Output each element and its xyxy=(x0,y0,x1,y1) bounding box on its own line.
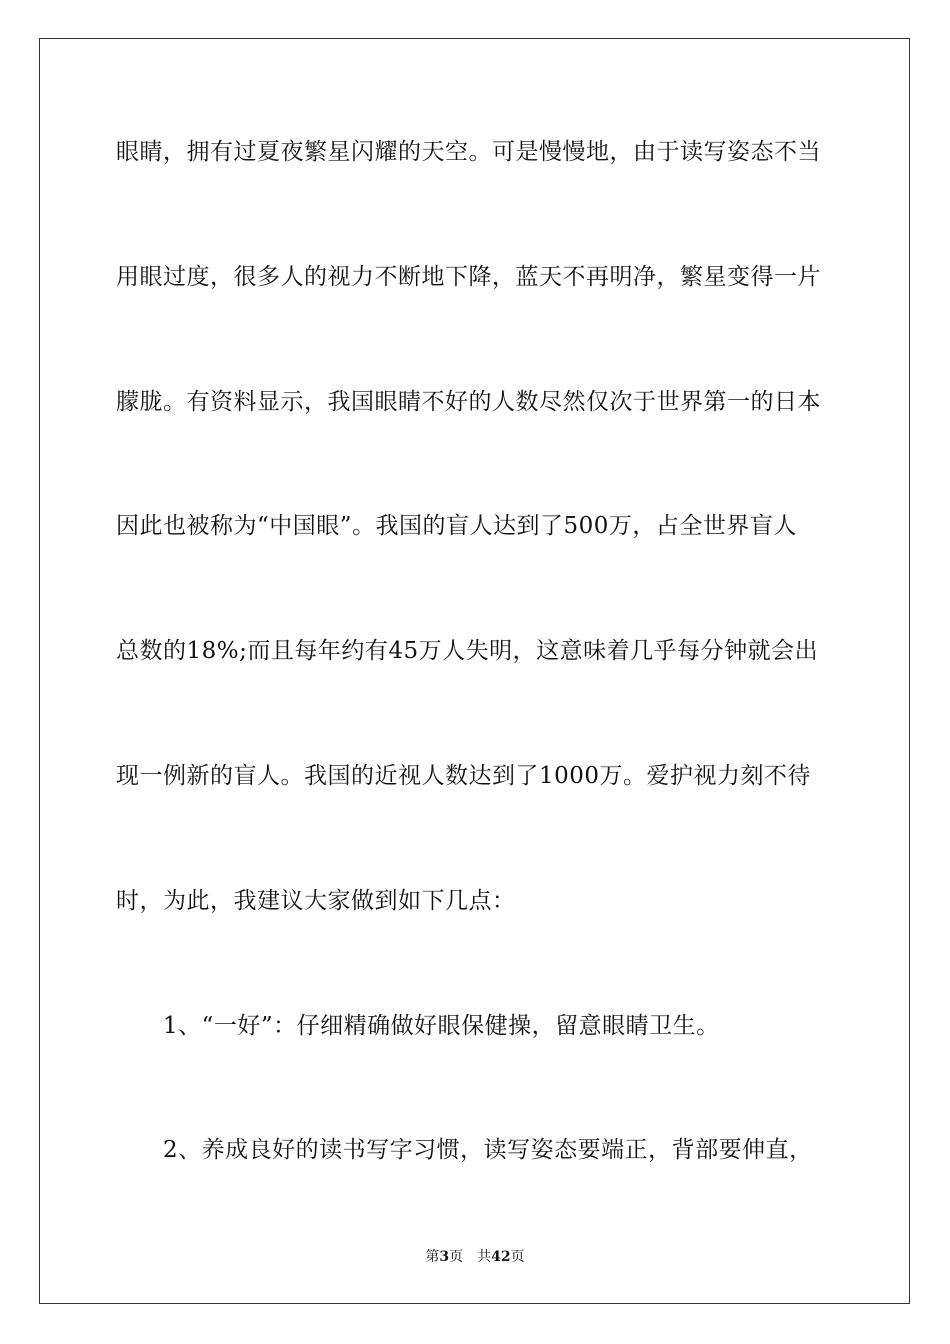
footer-page-number: 3 xyxy=(439,1249,450,1265)
body-line-5: 总数的18%;而且每年约有45万人失明，这意味着几乎每分钟就会出 xyxy=(116,638,819,664)
body-line-7: 时，为此，我建议大家做到如下几点： xyxy=(116,888,516,914)
page-border xyxy=(39,38,910,1304)
footer-page-prefix: 第 xyxy=(425,1249,440,1265)
body-line-2: 用眼过度，很多人的视力不断地下降，蓝天不再明净，繁星变得一片 xyxy=(116,264,821,290)
body-line-6: 现一例新的盲人。我国的近视人数达到了1000万。爱护视力刻不待 xyxy=(116,763,812,789)
list-item-2: 2、养成良好的读书写字习惯，读写姿态要端正，背部要伸直， xyxy=(163,1137,813,1163)
footer-total-pages: 42 xyxy=(491,1249,511,1265)
body-line-3: 朦胧。有资料显示，我国眼睛不好的人数尽然仅次于世界第一的日本 xyxy=(116,389,821,415)
footer-page-suffix: 页 xyxy=(449,1249,464,1265)
page-footer xyxy=(0,1248,950,1266)
body-line-1: 眼睛，拥有过夏夜繁星闪耀的天空。可是慢慢地，由于读写姿态不当 xyxy=(116,139,821,165)
list-item-1: 1、“一好”：仔细精确做好眼保健操，留意眼睛卫生。 xyxy=(163,1013,720,1039)
footer-total-suffix: 页 xyxy=(510,1249,525,1265)
body-line-4: 因此也被称为“中国眼”。我国的盲人达到了500万，占全世界盲人 xyxy=(116,513,797,539)
footer-total-prefix: 共 xyxy=(477,1249,492,1265)
